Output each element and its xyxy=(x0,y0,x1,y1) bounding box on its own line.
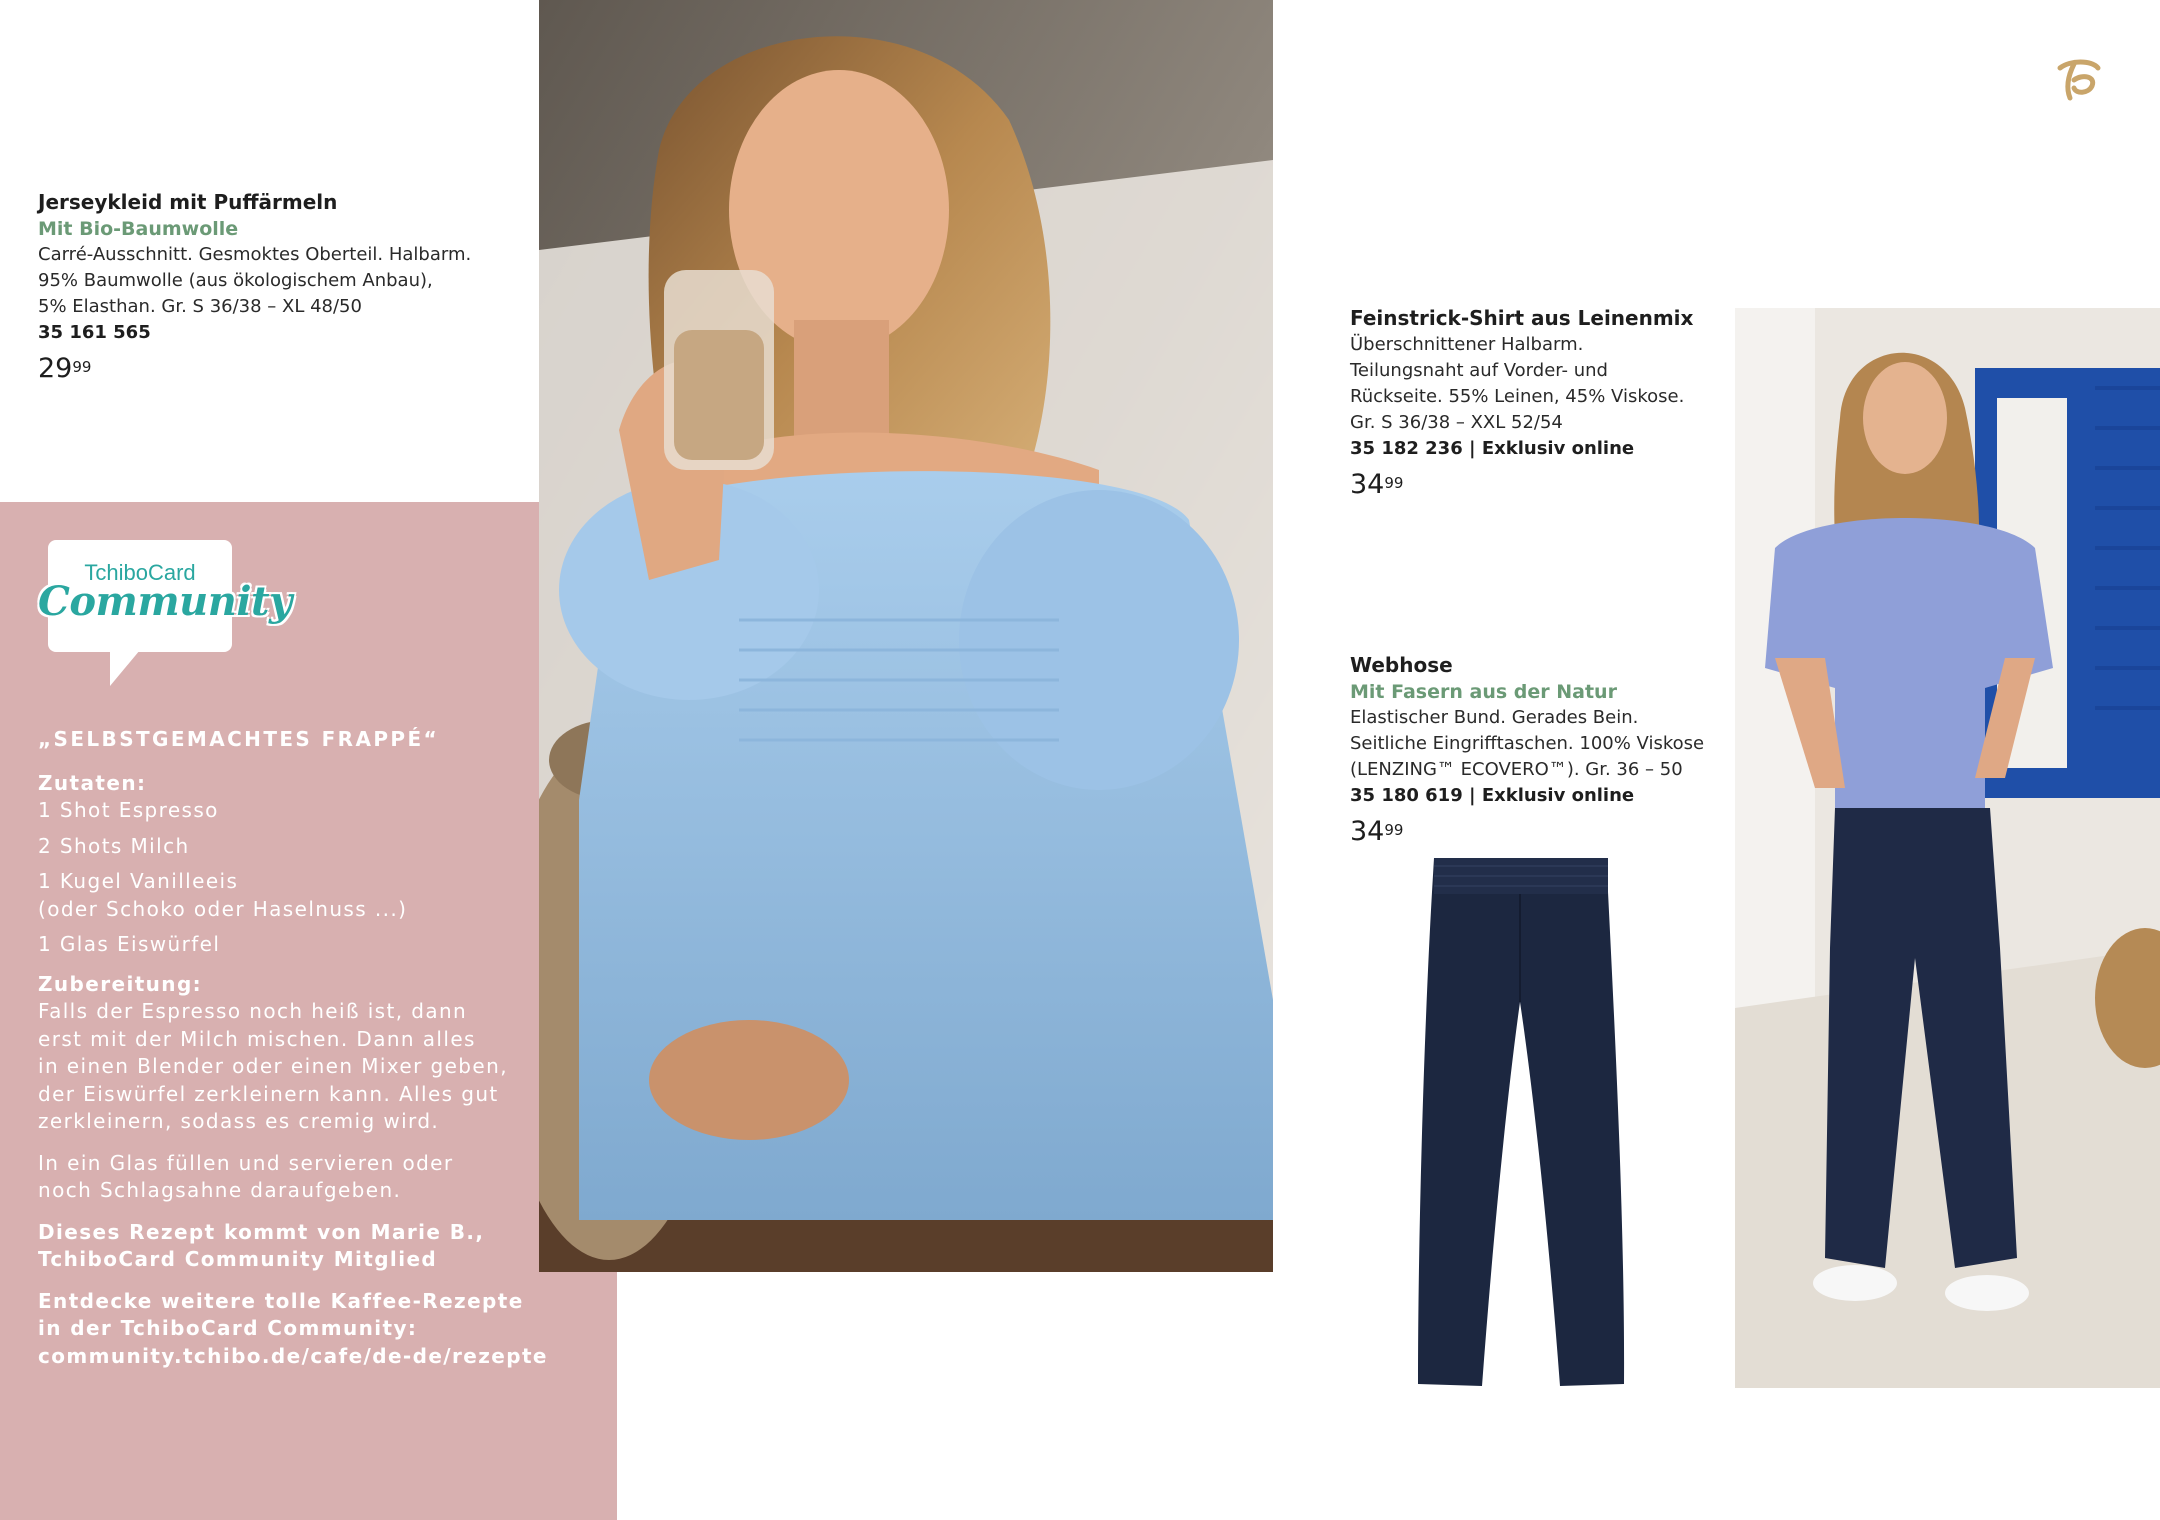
community-card-label: TchiboCard xyxy=(84,560,196,585)
price xyxy=(38,354,538,384)
price-main: 29 xyxy=(38,353,73,384)
ingredient-item: (oder Schoko oder Haselnuss ...) xyxy=(38,896,408,921)
product-title: Jerseykleid mit Puffärmeln xyxy=(38,190,338,214)
article-number: 35 161 565 xyxy=(38,322,151,343)
price-cents: 99 xyxy=(1384,821,1404,839)
shirt-model-illustration xyxy=(1735,308,2160,1388)
preparation-line: Falls der Espresso noch heiß ist, dann xyxy=(38,999,468,1023)
ingredients-heading: Zutaten: xyxy=(38,770,147,795)
recipe-title: „SELBSTGEMACHTES FRAPPÉ“ xyxy=(38,727,440,751)
product-subtitle: Mit Fasern aus der Natur xyxy=(1350,681,1617,703)
ingredient-item: 1 Glas Eiswürfel xyxy=(38,932,221,956)
preparation-heading: Zubereitung: xyxy=(38,971,203,996)
community-script-label: Community xyxy=(38,578,292,625)
shirt-model-photo xyxy=(1735,308,2160,1388)
price xyxy=(1350,470,1720,500)
product-dress-info xyxy=(38,188,538,384)
product-desc-line: Seitliche Eingrifftaschen. 100% Viskose xyxy=(1350,733,1705,754)
ingredient-item: 1 Kugel Vanilleeis xyxy=(38,869,239,893)
ingredient-item: 2 Shots Milch xyxy=(38,833,190,858)
product-desc-line: Gr. S 36/38 – XXL 52/54 xyxy=(1350,412,1563,433)
product-desc-line: (LENZING™ ECOVERO™). Gr. 36 – 50 xyxy=(1350,759,1683,780)
bubble-tail-icon xyxy=(110,650,140,686)
product-desc-line: Rückseite. 55% Leinen, 45% Viskose. xyxy=(1350,386,1685,407)
product-desc-line: Teilungsnaht auf Vorder- und xyxy=(1350,360,1608,381)
product-desc-line: Carré-Ausschnitt. Gesmoktes Oberteil. Halbarm. xyxy=(38,244,472,265)
pants-product-image xyxy=(1410,852,1630,1394)
tchibo-logo-icon xyxy=(2052,54,2104,106)
ingredient-item: 1 Shot Espresso xyxy=(38,798,219,822)
price xyxy=(1350,817,1730,847)
more-line: in der TchiboCard Community: xyxy=(38,1316,418,1340)
price-cents: 99 xyxy=(1384,474,1404,492)
preparation-line: zerkleinern, sodass es cremig wird. xyxy=(38,1109,440,1133)
product-desc-line: Überschnittener Halbarm. xyxy=(1350,334,1584,355)
dress-model-photo xyxy=(539,0,1273,1272)
product-title: Feinstrick-Shirt aus Leinenmix xyxy=(1350,306,1694,330)
product-shirt-info xyxy=(1350,304,1720,500)
price-cents: 99 xyxy=(72,358,92,376)
community-link[interactable]: community.tchibo.de/cafe/de-de/rezepte xyxy=(38,1343,548,1368)
recipe-text xyxy=(38,726,598,1370)
article-number: 35 180 619 | Exklusiv online xyxy=(1350,785,1635,806)
product-title: Webhose xyxy=(1350,653,1453,677)
more-line: Entdecke weitere tolle Kaffee-Rezepte xyxy=(38,1288,524,1313)
product-desc-line: 95% Baumwolle (aus ökologischem Anbau), xyxy=(38,270,433,291)
dress-model-illustration xyxy=(539,0,1273,1272)
product-desc-line: Elastischer Bund. Gerades Bein. xyxy=(1350,707,1639,728)
credit-line: Dieses Rezept kommt von Marie B., xyxy=(38,1219,485,1244)
preparation-line: der Eiswürfel zerkleinern kann. Alles gut xyxy=(38,1081,499,1106)
credit-line: TchiboCard Community Mitglied xyxy=(38,1247,438,1271)
product-desc-line: 5% Elasthan. Gr. S 36/38 – XL 48/50 xyxy=(38,296,362,317)
preparation-line: in einen Blender oder einen Mixer geben, xyxy=(38,1054,508,1078)
product-pants-info xyxy=(1350,651,1730,847)
article-number: 35 182 236 | Exklusiv online xyxy=(1350,438,1635,459)
price-main: 34 xyxy=(1350,816,1385,847)
price-main: 34 xyxy=(1350,469,1385,500)
preparation-line: erst mit der Milch mischen. Dann alles xyxy=(38,1026,476,1051)
product-subtitle: Mit Bio-Baumwolle xyxy=(38,218,239,240)
serve-line: noch Schlagsahne daraufgeben. xyxy=(38,1178,402,1202)
serve-line: In ein Glas füllen und servieren oder xyxy=(38,1150,454,1175)
